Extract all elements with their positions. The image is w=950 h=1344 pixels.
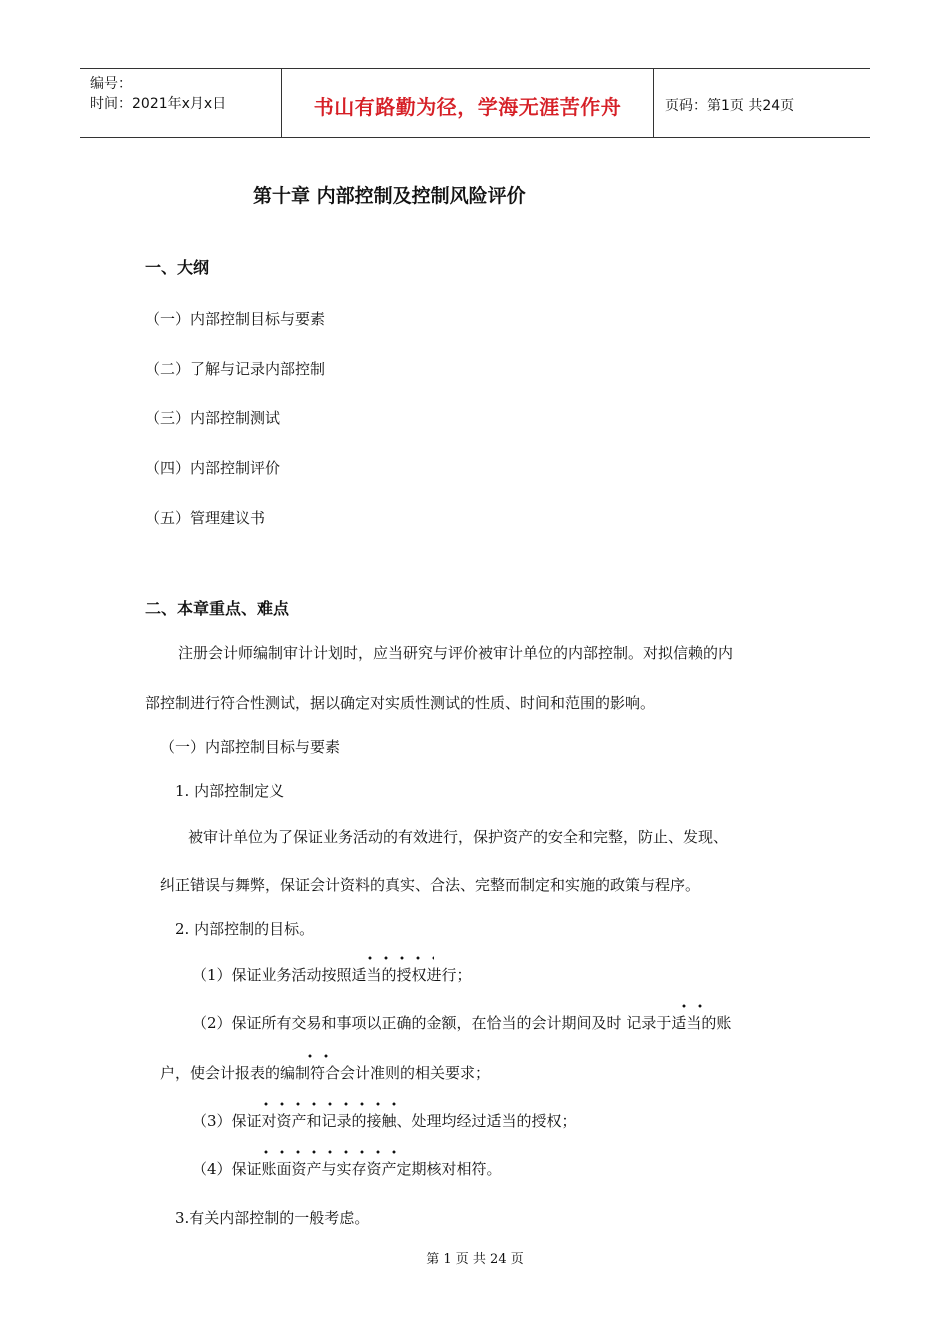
number-label: 编号：: [90, 76, 132, 92]
emphasis-dots: [258, 1150, 406, 1154]
paragraph-line: 被审计单位为了保证业务活动的有效进行，保护资产的安全和完整，防止、发现、: [188, 828, 729, 846]
emphasis-dots: [258, 1102, 406, 1106]
outline-item: （二）了解与记录内部控制: [145, 360, 326, 378]
goal-item: （4）保证账面资产与实存资产定期核对相符。: [192, 1160, 502, 1178]
subsection-heading: （一）内部控制目标与要素: [160, 738, 341, 756]
paragraph-line: 注册会计师编制审计计划时，应当研究与评价被审计单位的内部控制。对拟信赖的内: [178, 644, 734, 662]
outline-item: （三）内部控制测试: [145, 409, 281, 427]
section-heading-key-points: 二、本章重点、难点: [145, 599, 290, 618]
goal-item-continued: 户，使会计报表的编制符合会计准则的相关要求；: [160, 1064, 491, 1082]
chapter-title: 第十章 内部控制及控制风险评价: [253, 185, 526, 207]
outline-item: （一）内部控制目标与要素: [145, 310, 326, 328]
page-footer: 第 1 页 共 24 页: [426, 1252, 524, 1267]
page-header: [80, 68, 870, 138]
date-line: 时间：2021年x月x日: [90, 96, 227, 112]
header-divider: [653, 69, 654, 137]
goal-item: （1）保证业务活动按照适当的授权进行；: [192, 966, 472, 984]
emphasis-dots: [676, 1004, 708, 1008]
outline-item: （四）内部控制评价: [145, 459, 281, 477]
numbered-heading: 1. 内部控制定义: [175, 782, 285, 800]
paragraph-line: 部控制进行符合性测试，据以确定对实质性测试的性质、时间和范围的影响。: [145, 694, 656, 712]
emphasis-dots: [362, 956, 434, 960]
emphasis-dots: [302, 1054, 334, 1058]
header-page-info: 页码：第1页 共24页: [665, 98, 795, 114]
header-motto: 书山有路勤为径，学海无涯苦作舟: [313, 95, 622, 119]
section-heading-outline: 一、大纲: [145, 258, 210, 277]
numbered-heading: 2. 内部控制的目标。: [175, 920, 315, 938]
goal-item: （2）保证所有交易和事项以正确的金额，在恰当的会计期间及时 记录于适当的账: [192, 1014, 732, 1032]
paragraph-line: 纠正错误与舞弊，保证会计资料的真实、合法、完整而制定和实施的政策与程序。: [160, 876, 701, 894]
goal-item: （3）保证对资产和记录的接触、处理均经过适当的授权；: [192, 1112, 577, 1130]
numbered-heading: 3.有关内部控制的一般考虑。: [175, 1209, 370, 1227]
outline-item: （五）管理建议书: [145, 509, 266, 527]
